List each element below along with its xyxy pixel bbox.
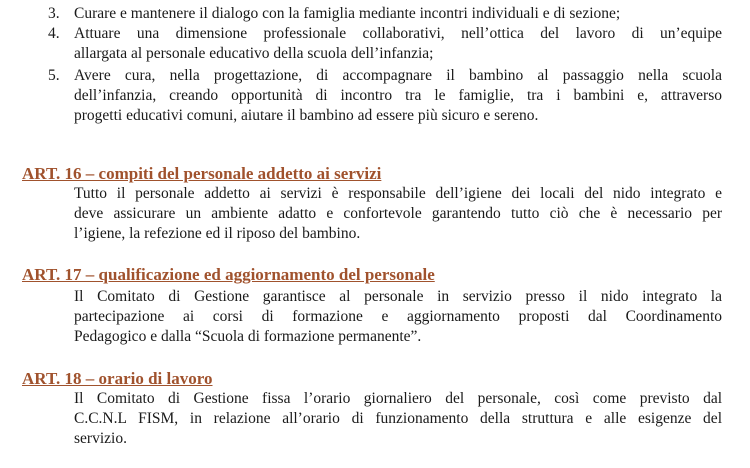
list-item-4	[48, 24, 722, 64]
list-item-5	[48, 66, 722, 126]
art-18-body	[74, 389, 722, 449]
paragraph-line: Pedagogico e dalla “Scuola di formazione permanente”.	[74, 328, 422, 345]
list-text-line: progetti educativi comuni, aiutare il bambino ad essere più sicuro e sereno.	[74, 107, 539, 124]
list-number: 3.	[48, 5, 60, 22]
paragraph-line: Tutto il personale addetto ai servizi è responsabile dell’igiene dei locali del nido integrato e	[74, 185, 722, 202]
list-text-line: Attuare una dimensione professionale collaborativi, nell’ottica del lavoro di un’equipe	[74, 25, 722, 42]
art-18-heading: ART. 18 – orario di lavoro	[22, 369, 213, 388]
paragraph-line: Il Comitato di Gestione garantisce al personale in servizio presso il nido integrato la	[74, 288, 722, 305]
list-text-line: allargata al personale educativo della scuola dell’infanzia;	[74, 45, 434, 62]
list-item-3	[48, 4, 722, 24]
list-text-line: Avere cura, nella progettazione, di accompagnare il bambino al passaggio nella scuola	[74, 67, 722, 84]
paragraph-line: deve assicurare un ambiente adatto e confortevole garantendo tutto ciò che è necessario per	[74, 205, 722, 222]
paragraph-line: partecipazione ai corsi di formazione e aggiornamento proposti dal Coordinamento	[74, 308, 722, 325]
paragraph-line: l’igiene, la refezione ed il riposo del bambino.	[74, 225, 361, 242]
paragraph-line: Il Comitato di Gestione fissa l’orario giornaliero del personale, così come previsto dal	[74, 390, 722, 407]
art-16-heading: ART. 16 – compiti del personale addetto ai servizi	[22, 164, 382, 183]
paragraph-line: servizio.	[74, 430, 127, 447]
art-17-body	[74, 287, 722, 347]
list-text-line: Curare e mantenere il dialogo con la famiglia mediante incontri individuali e di sezione;	[74, 5, 621, 22]
art-17-heading: ART. 17 – qualificazione ed aggiornamento del personale	[22, 265, 435, 284]
art-16-body	[74, 184, 722, 244]
paragraph-line: C.C.N.L FISM, in relazione all’orario di funzionamento della struttura e alle esigenze del	[74, 410, 722, 427]
list-number: 4.	[48, 25, 60, 42]
list-number: 5.	[48, 67, 60, 84]
list-text-line: dell’infanzia, creando opportunità di incontro tra le famiglie, tra i bambini e, attraverso	[74, 87, 722, 104]
